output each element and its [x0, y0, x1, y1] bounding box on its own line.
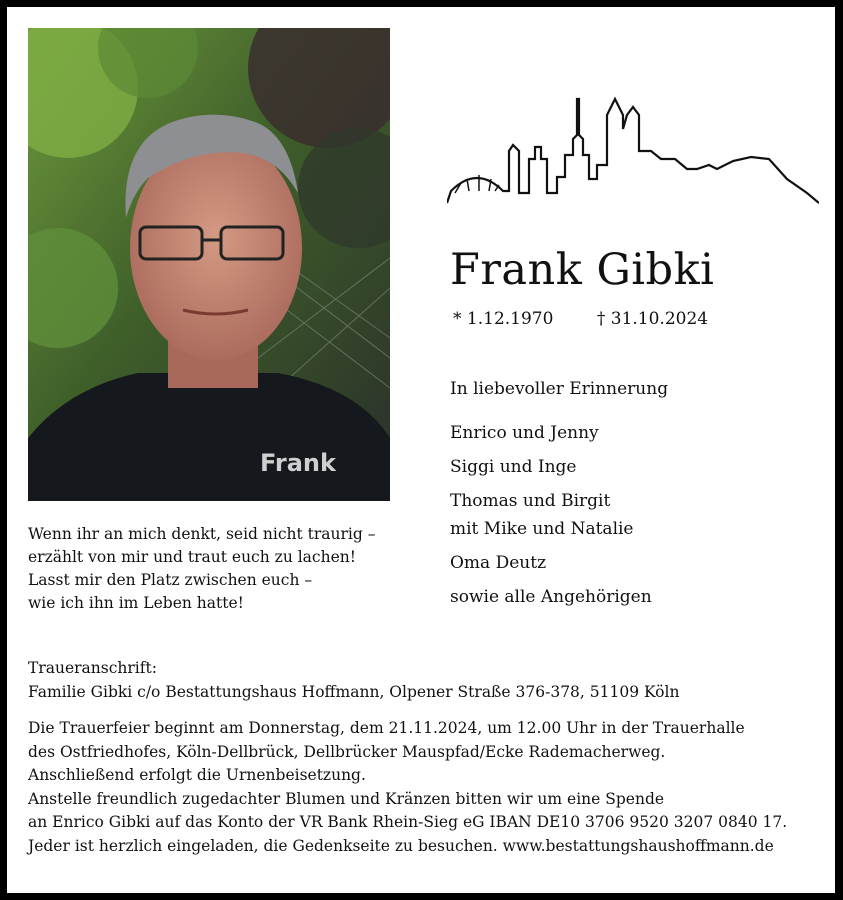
- memorial-page-line: Jeder ist herzlich eingeladen, die Gedenkseite zu besuchen. www.bestattungshaushoffmann.de: [28, 836, 774, 855]
- mourner: Enrico und Jenny: [450, 423, 599, 443]
- mourner: mit Mike und Natalie: [450, 519, 634, 539]
- quote-line: Wenn ihr an mich denkt, seid nicht traurig –: [28, 525, 376, 543]
- mourner: Siggi und Inge: [450, 457, 577, 477]
- ceremony-line: Die Trauerfeier beginnt am Donnerstag, dem 21.11.2024, um 12.00 Uhr in der Trauerhalle: [28, 719, 745, 737]
- portrait-photo: [28, 28, 390, 501]
- quote-line: Lasst mir den Platz zwischen euch –: [28, 571, 313, 589]
- funeral-info: [28, 657, 828, 858]
- ceremony-line: Anschließend erfolgt die Urnenbeisetzung.: [28, 766, 366, 784]
- address-label: Traueranschrift:: [28, 659, 157, 677]
- mourner: Oma Deutz: [450, 553, 547, 573]
- address-line: Familie Gibki c/o Bestattungshaus Hoffmann, Olpener Straße 376-378, 51109 Köln: [28, 682, 680, 701]
- quote-line: erzählt von mir und traut euch zu lachen!: [28, 548, 356, 566]
- birth-date: * 1.12.1970: [453, 309, 554, 329]
- shirt-print: Frank: [260, 449, 336, 477]
- quote-line: wie ich ihn im Leben hatte!: [28, 594, 244, 612]
- spacer: [28, 704, 828, 717]
- ceremony-line: des Ostfriedhofes, Köln-Dellbrück, Dellbrücker Mauspfad/Ecke Rademacherweg.: [28, 742, 666, 761]
- cologne-skyline-icon: [447, 95, 819, 207]
- memory-heading: In liebevoller Erinnerung: [450, 379, 669, 399]
- donation-line: Anstelle freundlich zugedachter Blumen und Kränzen bitten wir um eine Spende: [28, 789, 665, 808]
- mourner: sowie alle Angehörigen: [450, 587, 652, 607]
- mourner: Thomas und Birgit: [450, 491, 611, 511]
- memorial-quote: [28, 523, 408, 615]
- obituary-card: [7, 7, 835, 893]
- mourners-list: [450, 421, 652, 619]
- deceased-name: Frank Gibki: [450, 245, 715, 295]
- life-dates: [453, 309, 708, 329]
- donation-line: an Enrico Gibki auf das Konto der VR Bank Rhein-Sieg eG IBAN DE10 3706 9520 3207 0840 17.: [28, 813, 788, 831]
- death-date: † 31.10.2024: [596, 309, 709, 329]
